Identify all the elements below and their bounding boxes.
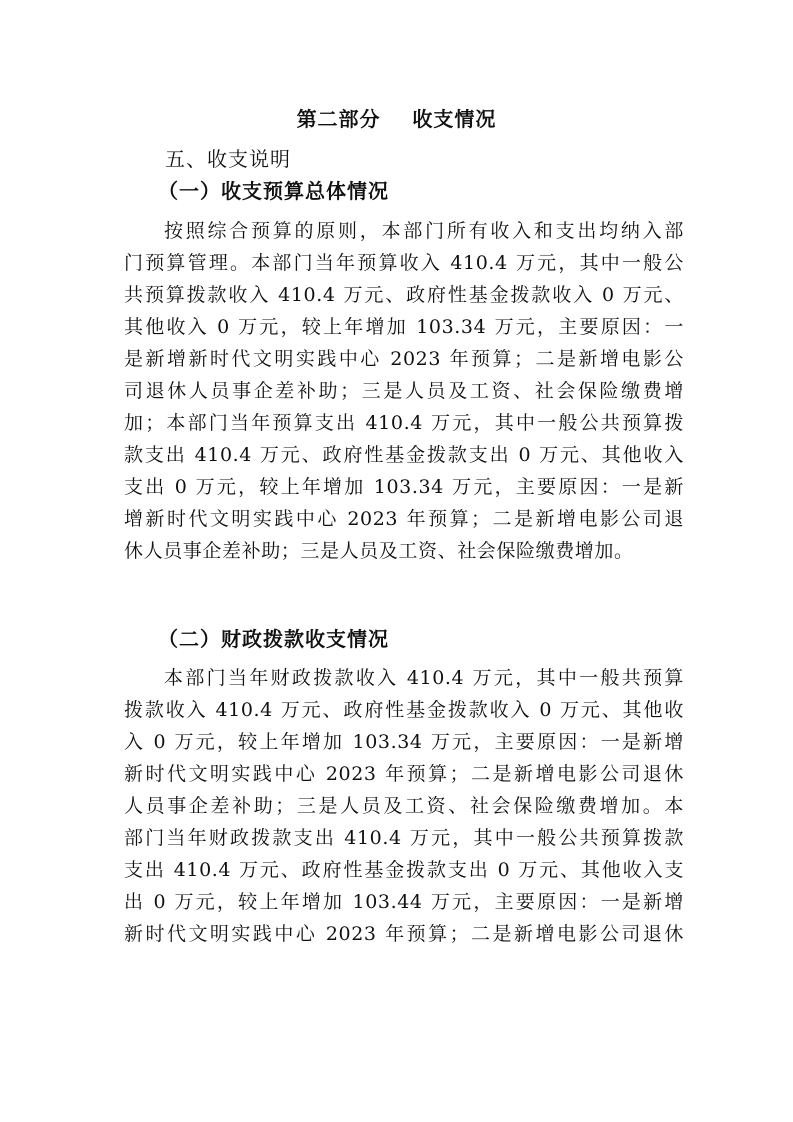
paragraph-line: 出 0 万元，较上年增加 103.44 万元，主要原因：一是新增: [124, 891, 684, 913]
page-title: 第二部分 收支情况: [296, 107, 497, 131]
paragraph-line: 款支出 410.4 万元、政府性基金拨款支出 0 万元、其他收入: [124, 444, 684, 466]
paragraph-fiscal-appropriation: [124, 662, 684, 950]
paragraph-line: 本部门当年财政拨款收入 410.4 万元，其中一般共预算: [164, 667, 684, 689]
paragraph-line: 部门当年财政拨款支出 410.4 万元，其中一般公共预算拨款: [124, 827, 684, 849]
subsection-heading-2: （二）财政拨款收支情况: [158, 627, 389, 651]
paragraph-line: 其他收入 0 万元，较上年增加 103.34 万元，主要原因：一: [124, 316, 684, 338]
paragraph-line: 加；本部门当年预算支出 410.4 万元，其中一般公共预算拨: [124, 412, 684, 434]
paragraph-line: 入 0 万元，较上年增加 103.34 万元，主要原因：一是新增: [124, 731, 684, 753]
paragraph-budget-overview: [124, 215, 684, 567]
paragraph-line: 人员事企差补助；三是人员及工资、社会保险缴费增加。本: [124, 795, 684, 817]
paragraph-line: 按照综合预算的原则，本部门所有收入和支出均纳入部: [164, 220, 684, 242]
paragraph-line: 门预算管理。本部门当年预算收入 410.4 万元，其中一般公: [124, 252, 684, 274]
paragraph-line: 休人员事企差补助；三是人员及工资、社会保险缴费增加。: [124, 540, 634, 562]
section-heading: 五、收支说明: [165, 147, 291, 171]
paragraph-line: 支出 410.4 万元、政府性基金拨款支出 0 万元、其他收入支: [124, 859, 684, 881]
paragraph-line: 增新时代文明实践中心 2023 年预算；二是新增电影公司退: [124, 508, 684, 530]
paragraph-line: 是新增新时代文明实践中心 2023 年预算；二是新增电影公: [124, 348, 684, 370]
paragraph-line: 新时代文明实践中心 2023 年预算；二是新增电影公司退休: [124, 763, 684, 785]
paragraph-line: 支出 0 万元，较上年增加 103.34 万元，主要原因：一是新: [124, 476, 684, 498]
paragraph-line: 司退休人员事企差补助；三是人员及工资、社会保险缴费增: [124, 380, 684, 402]
paragraph-line: 新时代文明实践中心 2023 年预算；二是新增电影公司退休: [124, 923, 684, 945]
paragraph-line: 共预算拨款收入 410.4 万元、政府性基金拨款收入 0 万元、: [124, 284, 684, 306]
paragraph-line: 拨款收入 410.4 万元、政府性基金拨款收入 0 万元、其他收: [124, 699, 684, 721]
subsection-heading-1: （一）收支预算总体情况: [158, 179, 389, 203]
